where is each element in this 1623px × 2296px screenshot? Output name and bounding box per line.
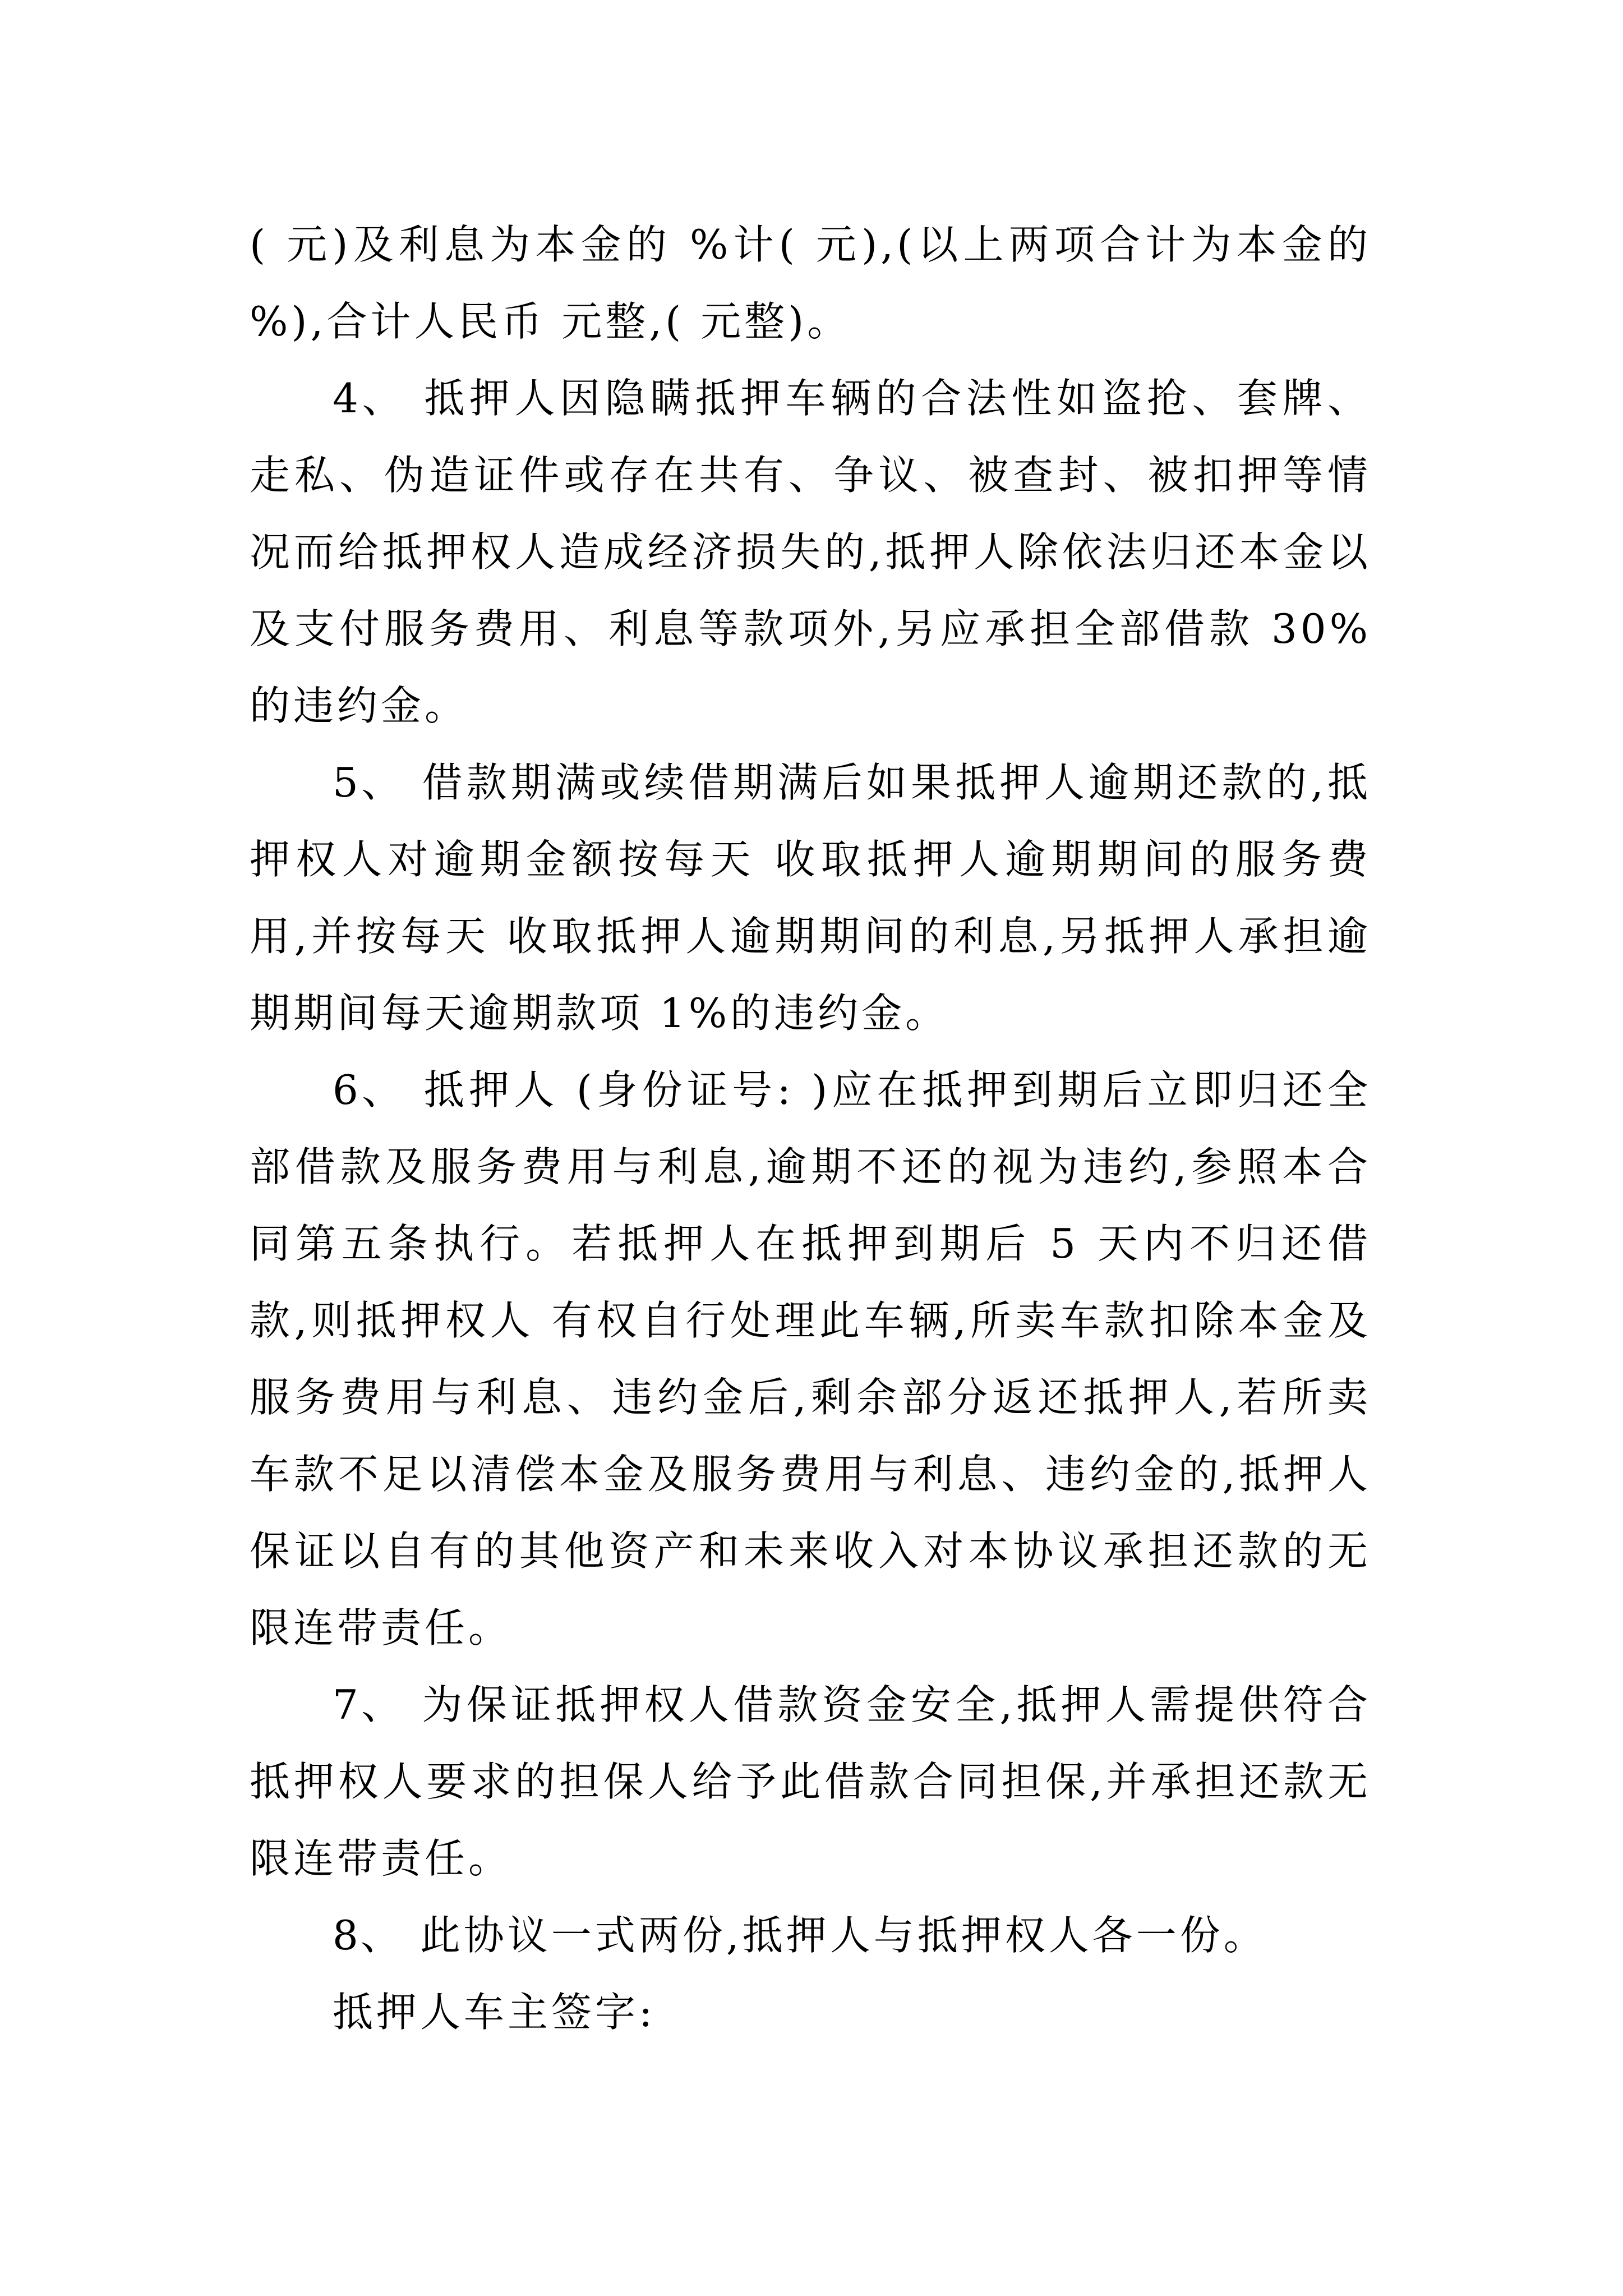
clause-number: 4、	[333, 375, 406, 422]
clause-7	[250, 1667, 1371, 1897]
clause-4	[250, 360, 1371, 744]
signature-line	[250, 1974, 1371, 2051]
clause-number: 5、	[333, 759, 405, 806]
clause-number: 7、	[333, 1681, 405, 1728]
clause-text: 此协议一式两份,抵押人与抵押权人各一份。	[419, 1912, 1267, 1959]
clause-8	[250, 1897, 1371, 1974]
clause-5	[250, 744, 1371, 1052]
clause-text: 为保证抵押权人借款资金安全,抵押人需提供符合抵押权人要求的担保人给予此借款合同担保,并承担还款无限连带责任。	[250, 1681, 1372, 1882]
signature-label: 抵押人车主签字:	[333, 1989, 656, 2036]
paragraph-text: ( 元)及利息为本金的 %计( 元),(以上两项合计为本金的 %),合计人民币 元整,( 元整)。	[250, 221, 1371, 345]
clause-number: 8、	[333, 1912, 403, 1959]
paragraph-continuation	[250, 206, 1371, 360]
clause-text: 借款期满或续借期满后如果抵押人逾期还款的,抵押权人对逾期金额按每天 收取抵押人逾期期间的服务费用,并按每天 收取抵押人逾期期间的利息,另抵押人承担逾期期间每天逾期款项 1%的违约金。	[250, 759, 1372, 1037]
clause-text: 抵押人因隐瞒抵押车辆的合法性如盗抢、套牌、走私、伪造证件或存在共有、争议、被查封、被扣押等情况而给抵押权人造成经济损失的,抵押人除依法归还本金以及支付服务费用、利息等款项外,另应承担全部借款 30%的违约金。	[250, 375, 1371, 729]
clause-text: 抵押人 (身份证号: )应在抵押到期后立即归还全部借款及服务费用与利息,逾期不还的视为违约,参照本合同第五条执行。若抵押人在抵押到期后 5 天内不归还借款,则抵押权人 有权自行处理此车辆,所卖车款扣除本金及服务费用与利息、违约金后,剩余部分返还抵押人,若所卖车款不足以清偿本金及服务费用与利息、违约金的,抵押人保证以自有的其他资产和未来收入对本协议承担还款的无限连带责任。	[250, 1066, 1371, 1651]
contract-body	[250, 206, 1371, 2051]
clause-6	[250, 1052, 1371, 1667]
clause-number: 6、	[333, 1066, 406, 1114]
